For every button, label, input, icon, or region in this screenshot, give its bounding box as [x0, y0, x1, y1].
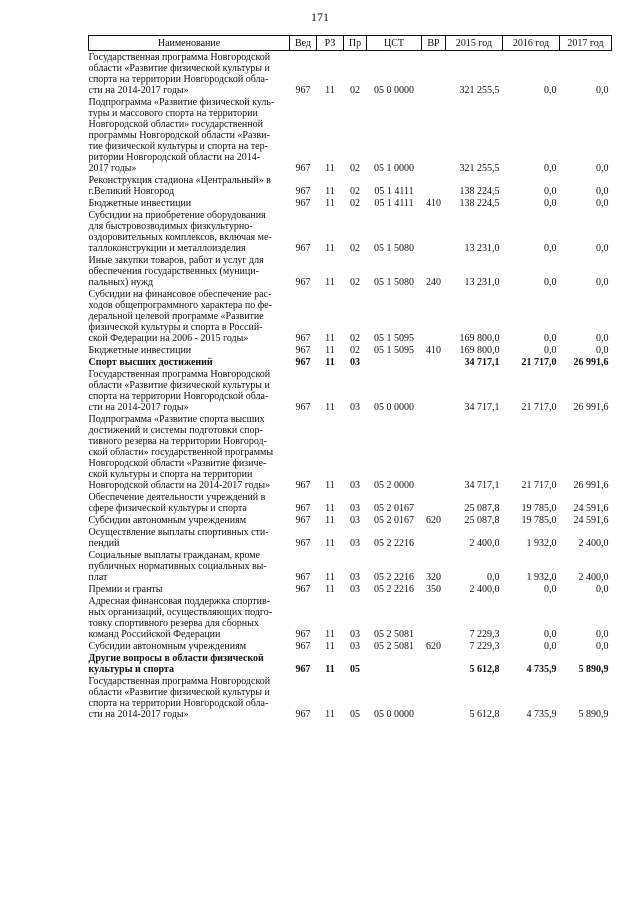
page-number: 171	[311, 10, 329, 24]
cell-name-line: Обеспечение деятельности учреждений в	[88, 492, 266, 503]
cell-cst: 05 2 5081	[374, 641, 414, 652]
cell-name-line: области «Развитие физической культуры и	[88, 63, 270, 74]
cell-name-line: Осуществление выплаты спортивных сти-	[88, 527, 269, 538]
cell-name-line: ской Федерации на 2006 - 2015 годы»	[88, 333, 249, 344]
cell-name-line: культуры и спорта	[88, 664, 174, 675]
cell-vr	[422, 289, 446, 345]
cell-ved: 967	[295, 584, 311, 595]
cell-name-line: Новгородской области на 2014-2017 годы»	[88, 480, 271, 491]
cell-2017: 0,0	[596, 198, 609, 209]
cell-cst: 05 1 0000	[374, 163, 414, 174]
cell-2016: 21 717,0	[521, 480, 557, 491]
cell-pr: 03	[350, 584, 360, 595]
table-row	[89, 369, 612, 414]
cell-name-line: ходов общепрограммного характера по фе-	[88, 300, 272, 311]
cell-2017: 24 591,6	[573, 515, 609, 526]
table-row	[89, 51, 612, 98]
cell-name-line: сти на 2014-2017 годы»	[88, 402, 189, 413]
cell-pr: 02	[350, 277, 360, 288]
cell-name-line: оздоровительных комплексов, включая ме-	[88, 232, 272, 243]
col-header-pr: Пр	[344, 36, 367, 51]
cell-2017: 26 991,6	[573, 357, 609, 368]
cell-name-line: г.Великий Новгород	[88, 186, 175, 197]
cell-name-line: спорта на территории Новгородской обла-	[88, 698, 269, 709]
cell-2015: 13 231,0	[464, 243, 500, 254]
cell-rz: 11	[325, 85, 335, 96]
cell-name-line: для быстровозводимых физкультурно-	[88, 221, 253, 232]
table-row	[89, 676, 612, 721]
cell-name-line: Новгородской области «Развитие физиче-	[88, 458, 267, 469]
cell-2016: 0,0	[544, 243, 557, 254]
cell-cst: 05 2 2216	[374, 572, 414, 583]
cell-name-line: таллоконструкции и металлоизделия	[88, 243, 246, 254]
cell-vr: 410	[426, 198, 441, 209]
cell-name-line: ритории Новгородской области на 2014-	[88, 152, 261, 163]
cell-name-line: пальных) нужд	[88, 277, 154, 288]
cell-name-line: физической культуры и спорта в Россий-	[88, 322, 263, 333]
cell-vr: 410	[426, 345, 441, 356]
cell-name-line: Реконструкция стадиона «Центральный» в	[88, 175, 271, 186]
cell-name-line: публичных нормативных социальных вы-	[88, 561, 267, 572]
cell-vr: 620	[426, 515, 441, 526]
cell-name	[89, 653, 290, 676]
cell-cst: 05 1 5095	[374, 333, 414, 344]
table-body	[89, 51, 612, 722]
cell-cst: 05 1 5080	[374, 243, 414, 254]
cell-2016: 0,0	[544, 629, 557, 640]
cell-rz: 11	[325, 345, 335, 356]
cell-name	[89, 515, 290, 527]
cell-rz: 11	[325, 163, 335, 174]
table-row	[89, 641, 612, 653]
cell-name-line: Субсидии автономным учреждениям	[88, 641, 247, 652]
cell-name	[89, 289, 290, 345]
cell-vr: 350	[426, 584, 441, 595]
cell-pr: 02	[350, 333, 360, 344]
cell-cst: 05 2 0167	[374, 503, 414, 514]
cell-2015: 321 255,5	[459, 163, 500, 174]
cell-rz: 11	[325, 515, 335, 526]
cell-pr: 02	[350, 198, 360, 209]
cell-rz: 11	[325, 709, 335, 720]
cell-name-line: достижений и системы подготовки спор-	[88, 425, 263, 436]
cell-vr: 320	[426, 572, 441, 583]
table-row	[89, 357, 612, 369]
cell-rz: 11	[325, 641, 335, 652]
cell-2017: 0,0	[596, 186, 609, 197]
cell-ved: 967	[295, 538, 311, 549]
cell-ved: 967	[295, 186, 311, 197]
cell-pr: 03	[350, 538, 360, 549]
cell-rz: 11	[325, 402, 335, 413]
cell-2015: 2 400,0	[469, 584, 500, 595]
cell-name	[89, 345, 290, 357]
cell-2017: 5 890,9	[578, 709, 609, 720]
cell-2015: 5 612,8	[469, 664, 500, 675]
cell-pr: 02	[350, 163, 360, 174]
cell-ved: 967	[295, 85, 311, 96]
cell-2015: 13 231,0	[464, 277, 500, 288]
cell-name	[89, 492, 290, 515]
cell-pr: 02	[350, 345, 360, 356]
budget-table	[88, 35, 612, 721]
cell-ved: 967	[295, 243, 311, 254]
cell-2015: 2 400,0	[469, 538, 500, 549]
table-row	[89, 527, 612, 550]
cell-name-line: пендий	[88, 538, 120, 549]
cell-cst: 05 1 5080	[374, 277, 414, 288]
cell-vr	[422, 492, 446, 515]
table-row	[89, 596, 612, 641]
cell-2015: 169 800,0	[459, 345, 500, 356]
cell-rz: 11	[325, 277, 335, 288]
table-row	[89, 210, 612, 255]
cell-cst: 05 0 0000	[374, 709, 414, 720]
cell-2016: 0,0	[544, 186, 557, 197]
cell-ved: 967	[295, 629, 311, 640]
cell-name	[89, 175, 290, 198]
cell-2015: 0,0	[487, 572, 500, 583]
cell-name-line: Новгородской области» государственной	[88, 119, 263, 130]
cell-cst	[367, 653, 422, 676]
cell-cst: 05 2 5081	[374, 629, 414, 640]
cell-vr	[422, 414, 446, 492]
cell-rz: 11	[325, 198, 335, 209]
cell-name-line: сти на 2014-2017 годы»	[88, 85, 189, 96]
cell-2015: 25 087,8	[464, 503, 500, 514]
cell-rz: 11	[325, 664, 335, 675]
cell-name	[89, 97, 290, 175]
cell-cst: 05 0 0000	[374, 402, 414, 413]
col-header-name: Наименование	[89, 36, 290, 51]
cell-2017: 2 400,0	[578, 538, 609, 549]
cell-name-line: 2017 годы»	[88, 163, 137, 174]
col-header-cst: ЦСТ	[367, 36, 422, 51]
cell-name	[89, 527, 290, 550]
cell-vr	[422, 51, 446, 98]
cell-name-line: обеспечения государственных (муници-	[88, 266, 259, 277]
cell-2017: 5 890,9	[578, 664, 609, 675]
cell-name	[89, 369, 290, 414]
cell-2016: 0,0	[544, 163, 557, 174]
cell-ved: 967	[295, 345, 311, 356]
cell-name-line: Подпрограмма «Развитие спорта высших	[88, 414, 265, 425]
cell-pr: 03	[350, 480, 360, 491]
cell-name-line: спорта на территории Новгородской обла-	[88, 391, 269, 402]
cell-ved: 967	[295, 198, 311, 209]
cell-ved: 967	[295, 709, 311, 720]
cell-name	[89, 584, 290, 596]
cell-2015: 5 612,8	[469, 709, 500, 720]
cell-vr	[422, 97, 446, 175]
cell-rz: 11	[325, 186, 335, 197]
cell-2016: 4 735,9	[526, 664, 557, 675]
cell-pr: 03	[350, 503, 360, 514]
cell-name-line: плат	[88, 572, 108, 583]
table-row	[89, 550, 612, 584]
cell-2016: 0,0	[544, 198, 557, 209]
cell-2017: 0,0	[596, 641, 609, 652]
cell-name-line: сфере физической культуры и спорта	[88, 503, 247, 514]
cell-name-line: Адресная финансовая поддержка спортив-	[88, 596, 271, 607]
cell-name-line: деральной целевой программе «Развитие	[88, 311, 264, 322]
cell-ved: 967	[295, 572, 311, 583]
table-row	[89, 345, 612, 357]
cell-pr: 05	[350, 664, 360, 675]
cell-name-line: Другие вопросы в области физической	[88, 653, 264, 664]
col-header-vr: ВР	[422, 36, 446, 51]
cell-name-line: Премии и гранты	[88, 584, 163, 595]
cell-cst: 05 2 2216	[374, 538, 414, 549]
cell-vr	[422, 676, 446, 721]
cell-name-line: Социальные выплаты гражданам, кроме	[88, 550, 261, 561]
cell-vr: 620	[426, 641, 441, 652]
cell-name-line: команд Российской Федерации	[88, 629, 221, 640]
cell-2017: 0,0	[596, 333, 609, 344]
cell-2015: 34 717,1	[464, 357, 500, 368]
cell-rz: 11	[325, 572, 335, 583]
cell-vr	[422, 596, 446, 641]
cell-2015: 321 255,5	[459, 85, 500, 96]
cell-name-line: Бюджетные инвестиции	[88, 198, 192, 209]
cell-2017: 0,0	[596, 584, 609, 595]
cell-name-line: ской культуры и спорта на территории	[88, 469, 253, 480]
cell-cst: 05 1 4111	[374, 198, 414, 209]
cell-name-line: ных организаций, осуществляющих подго-	[88, 607, 273, 618]
cell-2016: 21 717,0	[521, 357, 557, 368]
cell-2016: 19 785,0	[521, 515, 557, 526]
cell-pr: 03	[350, 357, 360, 368]
cell-name-line: ской области» государственной программы	[88, 447, 274, 458]
cell-pr: 03	[350, 515, 360, 526]
cell-vr	[422, 369, 446, 414]
cell-rz: 11	[325, 480, 335, 491]
cell-2017: 0,0	[596, 277, 609, 288]
cell-ved: 967	[295, 357, 311, 368]
cell-2016: 0,0	[544, 345, 557, 356]
cell-name	[89, 550, 290, 584]
cell-name-line: Государственная программа Новгородской	[88, 52, 271, 63]
cell-name-line: сти на 2014-2017 годы»	[88, 709, 189, 720]
cell-2016: 1 932,0	[526, 538, 557, 549]
cell-cst	[367, 357, 422, 369]
cell-2017: 26 991,6	[573, 480, 609, 491]
cell-cst: 05 1 4111	[374, 186, 414, 197]
cell-name	[89, 414, 290, 492]
cell-rz: 11	[325, 538, 335, 549]
cell-ved: 967	[295, 515, 311, 526]
cell-name-line: Бюджетные инвестиции	[88, 345, 192, 356]
cell-2016: 0,0	[544, 641, 557, 652]
cell-ved: 967	[295, 402, 311, 413]
cell-rz: 11	[325, 243, 335, 254]
col-header-rz: РЗ	[317, 36, 344, 51]
cell-2017: 24 591,6	[573, 503, 609, 514]
cell-name-line: туры и массового спорта на территории	[88, 108, 258, 119]
cell-name-line: Иные закупки товаров, работ и услуг для	[88, 255, 264, 266]
cell-ved: 967	[295, 503, 311, 514]
cell-2016: 21 717,0	[521, 402, 557, 413]
cell-name-line: спорта на территории Новгородской обла-	[88, 74, 269, 85]
cell-vr	[422, 527, 446, 550]
cell-name-line: Субсидии на финансовое обеспечение рас-	[88, 289, 272, 300]
cell-name-line: области «Развитие физической культуры и	[88, 380, 270, 391]
col-header-2016: 2016 год	[503, 36, 560, 51]
cell-pr: 03	[350, 629, 360, 640]
cell-2017: 0,0	[596, 345, 609, 356]
cell-vr	[422, 210, 446, 255]
cell-rz: 11	[325, 629, 335, 640]
table-row	[89, 515, 612, 527]
cell-name	[89, 210, 290, 255]
cell-2015: 169 800,0	[459, 333, 500, 344]
cell-name-line: тие физической культуры и спорта на тер-	[88, 141, 268, 152]
col-header-ved: Вед	[290, 36, 317, 51]
cell-name	[89, 357, 290, 369]
table-row	[89, 255, 612, 289]
cell-pr: 05	[350, 709, 360, 720]
col-header-2015: 2015 год	[446, 36, 503, 51]
cell-vr	[422, 357, 446, 369]
table-row	[89, 584, 612, 596]
cell-2017: 26 991,6	[573, 402, 609, 413]
cell-2016: 0,0	[544, 277, 557, 288]
cell-2015: 25 087,8	[464, 515, 500, 526]
cell-cst: 05 2 0167	[374, 515, 414, 526]
cell-name-line: Государственная программа Новгородской	[88, 676, 271, 687]
cell-2017: 2 400,0	[578, 572, 609, 583]
cell-2016: 1 932,0	[526, 572, 557, 583]
cell-name-line: Спорт высших достижений	[88, 357, 213, 368]
cell-name-line: Государственная программа Новгородской	[88, 369, 271, 380]
cell-name-line: области «Развитие физической культуры и	[88, 687, 270, 698]
cell-2015: 7 229,3	[469, 629, 500, 640]
cell-cst: 05 1 5095	[374, 345, 414, 356]
cell-cst: 05 2 0000	[374, 480, 414, 491]
cell-ved: 967	[295, 333, 311, 344]
cell-vr	[422, 653, 446, 676]
cell-2017: 0,0	[596, 243, 609, 254]
cell-pr: 02	[350, 85, 360, 96]
cell-name-line: программы Новгородской области «Разви-	[88, 130, 270, 141]
cell-pr: 03	[350, 402, 360, 413]
cell-ved: 967	[295, 664, 311, 675]
cell-2015: 7 229,3	[469, 641, 500, 652]
cell-cst: 05 0 0000	[374, 85, 414, 96]
cell-name	[89, 198, 290, 210]
cell-name	[89, 676, 290, 721]
cell-pr: 02	[350, 243, 360, 254]
cell-rz: 11	[325, 333, 335, 344]
cell-ved: 967	[295, 163, 311, 174]
cell-rz: 11	[325, 503, 335, 514]
cell-name	[89, 255, 290, 289]
cell-name-line: товку спортивного резерва для сборных	[88, 618, 259, 629]
cell-vr	[422, 175, 446, 198]
cell-name	[89, 596, 290, 641]
table-row	[89, 97, 612, 175]
cell-vr: 240	[426, 277, 441, 288]
cell-rz: 11	[325, 584, 335, 595]
table-row	[89, 653, 612, 676]
cell-2016: 0,0	[544, 85, 557, 96]
cell-pr: 03	[350, 641, 360, 652]
cell-name-line: Подпрограмма «Развитие физической куль-	[88, 97, 275, 108]
cell-2015: 138 224,5	[459, 198, 500, 209]
cell-2017: 0,0	[596, 629, 609, 640]
cell-pr: 03	[350, 572, 360, 583]
cell-2015: 34 717,1	[464, 480, 500, 491]
cell-pr: 02	[350, 186, 360, 197]
table-row	[89, 289, 612, 345]
cell-rz: 11	[325, 357, 335, 368]
cell-name	[89, 51, 290, 98]
table-row	[89, 492, 612, 515]
cell-2015: 138 224,5	[459, 186, 500, 197]
cell-2016: 0,0	[544, 584, 557, 595]
table-row	[89, 414, 612, 492]
cell-ved: 967	[295, 277, 311, 288]
table-header-row	[89, 36, 612, 51]
cell-2016: 4 735,9	[526, 709, 557, 720]
cell-2017: 0,0	[596, 85, 609, 96]
cell-name	[89, 641, 290, 653]
cell-2017: 0,0	[596, 163, 609, 174]
table-row	[89, 175, 612, 198]
cell-name-line: тивного резерва на территории Новгород-	[88, 436, 267, 447]
table-row	[89, 198, 612, 210]
cell-ved: 967	[295, 480, 311, 491]
cell-2015: 34 717,1	[464, 402, 500, 413]
cell-2016: 0,0	[544, 333, 557, 344]
cell-name-line: Субсидии на приобретение оборудования	[88, 210, 266, 221]
cell-2016: 19 785,0	[521, 503, 557, 514]
cell-ved: 967	[295, 641, 311, 652]
cell-name-line: Субсидии автономным учреждениям	[88, 515, 247, 526]
cell-cst: 05 2 2216	[374, 584, 414, 595]
col-header-2017: 2017 год	[560, 36, 612, 51]
